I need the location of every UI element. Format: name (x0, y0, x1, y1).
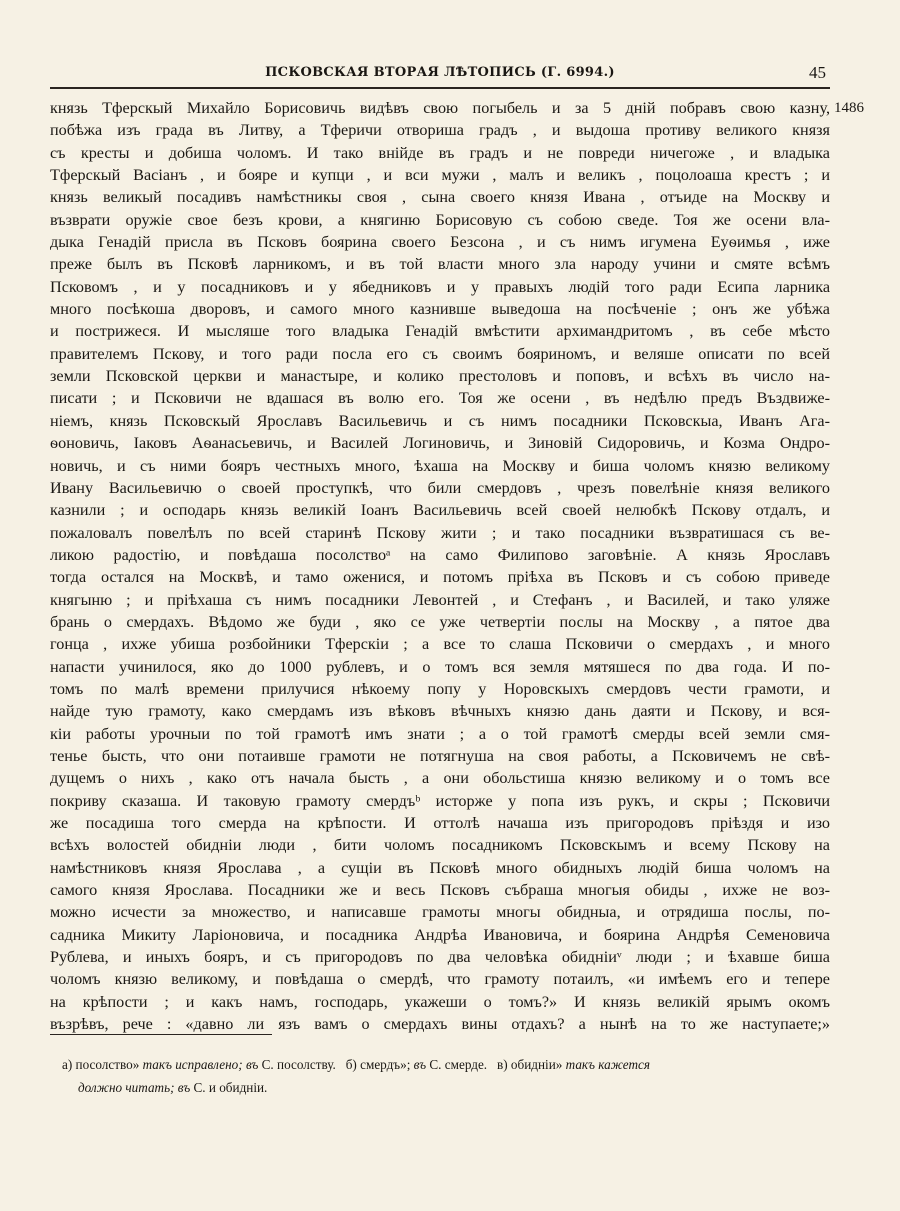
text-line: же посадиша того смерда на крѣпости. И оттолѣ начаша изъ пригородовъ прiѣздя и изо (50, 814, 830, 832)
text-line: самого князя Ярослава. Посадники же и весь Псковъ събраша многыя обиды , ихже не воз- (50, 881, 830, 900)
footnote-a-source: въ (245, 1057, 259, 1072)
footnote-b-text: С. смерде. (429, 1057, 488, 1072)
text-line: кiи работы урочныи по той грамотѣ имъ знати ; а о той грамотѣ смерды всей земли смя- (50, 724, 830, 743)
footnote-line (62, 1053, 832, 1076)
text-line: ликою радостiю, и повѣдаша посолствоᵃ на само Филипово заговѣнiе. А князь Ярославъ (50, 545, 830, 564)
text-line: покриву сказаша. И таковую грамоту смердъᵇ исторже у попа изъ рукъ, и скры ; Псковичи (50, 791, 830, 810)
text-line: томъ по малѣ времени прилучися нѣкоему попу у Норовскыхъ смердовъ чести грамоти, и (50, 679, 830, 698)
text-line: князь великый посадивъ намѣстникы своя , сына своего князя Ивана , отъиде на Москву и (50, 188, 830, 207)
footnote-v-source: въ (177, 1080, 191, 1095)
text-line: тенье бысть, что они потаивше грамоти не потягнуша на своя работы, а Псковичемъ не свѣ- (50, 746, 830, 765)
text-line: възврати оружiе свое безъ крови, а княгиню Борисовую съ собою сведе. Тоя же осени вла- (50, 210, 830, 229)
text-line: чоломъ князю великому, и повѣдаша о смердѣ, что грамоту потаилъ, «и имѣемъ его и тепере (50, 970, 830, 989)
footnote-divider (50, 1034, 272, 1035)
text-line: напасти учинилося, яко до 1000 рублевъ, и о томъ вся земля мятяшеся по два года. И по- (50, 657, 830, 676)
text-line: тогда остался на Москвѣ, и тамо оженися, и потомъ прiѣха въ Псковъ и съ собою приведе (50, 568, 830, 587)
text-line: всѣхъ волостей обидніи люди , бити чоломъ посадникомъ Псковскымъ и всему Пскову на (50, 836, 830, 855)
text-line: казнили ; и осподарь князь великiй Iоанъ Васильевичь всей своей нелюбкѣ Пскову отдалъ, и (50, 501, 830, 520)
text-line: дущемъ о нихъ , како отъ начала бысть , а они обольстиша князю великому и о томъ все (50, 769, 830, 788)
text-line: брань о смердахъ. Вѣдомо же буди , яко се уже четвертiи послы на Москву , а пятое два (50, 612, 830, 631)
text-line: гонца , ихже убиша розбойники Тферскiи ; а все то слаша Псковичи о смердахъ , и много (50, 635, 830, 654)
footnote-a-text: С. посолству. (261, 1057, 336, 1072)
text-line: князь Тферскый Михайло Борисовичь видѣвъ свою погыбель и за 5 днiй побравъ свою казну, (50, 99, 830, 117)
text-line: много посѣкоша дворовъ, и самого много казнивше выведоша на посѣченiе ; онъ же убѣжа (50, 300, 830, 319)
footnotes (62, 1053, 832, 1099)
footnote-a-mark: а) посолство» (62, 1057, 140, 1072)
footnote-v-text: С. и обидніи. (193, 1080, 268, 1095)
running-header (50, 63, 830, 89)
text-line: възрѣвъ, рече : «давно ли язъ вамъ о смердахъ вины отдахъ? а нынѣ на то же наступаете;» (50, 1015, 830, 1034)
text-line: княгыню ; и прiѣхаша съ нимъ посадники Левонтей , и Стефанъ , и Василей, и тако уляже (50, 590, 830, 609)
margin-year-note: 1486 (834, 100, 864, 116)
footnote-v-note-cont: должно читать; (78, 1080, 175, 1095)
text-line: найде тую грамоту, како смердамъ изъ вѣковъ вѣчныхъ князю дань даяти и Пскову, и вся- (50, 702, 830, 721)
text-line: Рублева, и иныхъ бояръ, и съ пригородовъ по два человѣка обидніиᵛ люди ; и ѣхавше биша (50, 948, 830, 967)
chronicle-text (50, 97, 830, 1035)
text-line: новичь, и съ ними бояръ честныхъ много, ѣхаша на Москву и биша чоломъ князю великому (50, 456, 830, 475)
text-line: преже былъ въ Псковѣ ларникомъ, и въ той власти много зла народу учини и смяте всѣмъ (50, 255, 830, 274)
text-line: Ивану Васильевичю о своей проступкѣ, что били смердовъ , чрезъ повелѣнiе князя великого (50, 478, 830, 497)
text-line: намѣстниковъ князя Ярослава , а сущiи въ Псковѣ много обидныхъ людiй биша чоломъ на (50, 858, 830, 877)
text-line: писати ; и Псковичи не вдашася въ волю его. Тоя же осени , въ недѣлю предъ Въздвиже- (50, 389, 830, 408)
text-line: съ кресты и добиша чоломъ. И тако внiйде въ градъ и не повреди ничегоже , и владыка (50, 143, 830, 162)
footnote-b-source: въ (413, 1057, 427, 1072)
text-line: на крѣпости ; и какъ намъ, господарь, укажеши о томъ?» И князь великiй ярымъ окомъ (50, 992, 830, 1011)
text-line: земли Псковской церкви и манастыре, и колико престоловъ и поповъ, и всѣхъ въ число на- (50, 367, 830, 386)
text-line: Тферскый Васiанъ , и бояре и купци , и вси мужи , малъ и великъ , поцолоаша крестъ ; и (50, 166, 830, 185)
footnote-b-mark: б) смердъ»; (345, 1057, 411, 1072)
text-line: пожаловалъ повелѣлъ по всей старинѣ Пскову жити ; и тако посадники възвратишася съ ве- (50, 523, 830, 542)
footnote-a-note: такъ исправлено; (142, 1057, 243, 1072)
text-line: ѳоновичь, Iаковъ Аѳанасьевичь, и Василей Логиновичь, и Зиновiй Сидоровичь, и Козма Ондро- (50, 434, 830, 453)
text-line: побѣжа изъ града въ Литву, а Тферичи отвориша градъ , и выдоша противу великого князя (50, 121, 830, 140)
footnote-v-note: такъ кажется (565, 1057, 650, 1072)
footnote-line (62, 1076, 832, 1099)
text-line: Псковомъ , и у посадниковъ и у ябедниковъ и у правыхъ людiй того ради Есипа ларника (50, 277, 830, 296)
footnote-v-mark: в) обидніи» (497, 1057, 563, 1072)
text-line: нiемъ, князь Псковскый Ярославъ Васильевичь и съ нимъ посадники Псковскыа, Иванъ Ага- (50, 411, 830, 430)
text-line: садника Микиту Ларiоновича, и посадника Андрѣа Ивановича, и боярина Андрѣя Семеновича (50, 925, 830, 944)
text-line: дыка Генадiй присла въ Псковъ боярина своего Безсона , и съ нимъ игумена Еуѳимья , иже (50, 233, 830, 252)
text-line: и пострижеся. И мысляше того владыка Генадiй вмѣстити архимандритомъ , въ себе мѣсто (50, 322, 830, 341)
running-title: ПСКОВСКАЯ ВТОРАЯ ЛѢТОПИСЬ (Г. 6994.) (265, 65, 615, 80)
text-line: правителемъ Пскову, и того ради посла его съ своимъ бояриномъ, и веляше описати по всей (50, 344, 830, 363)
page-number: 45 (809, 63, 826, 82)
text-line: можно исчести за множество, и написавше грамоты многы обидныа, и отрядиша послы, по- (50, 903, 830, 922)
